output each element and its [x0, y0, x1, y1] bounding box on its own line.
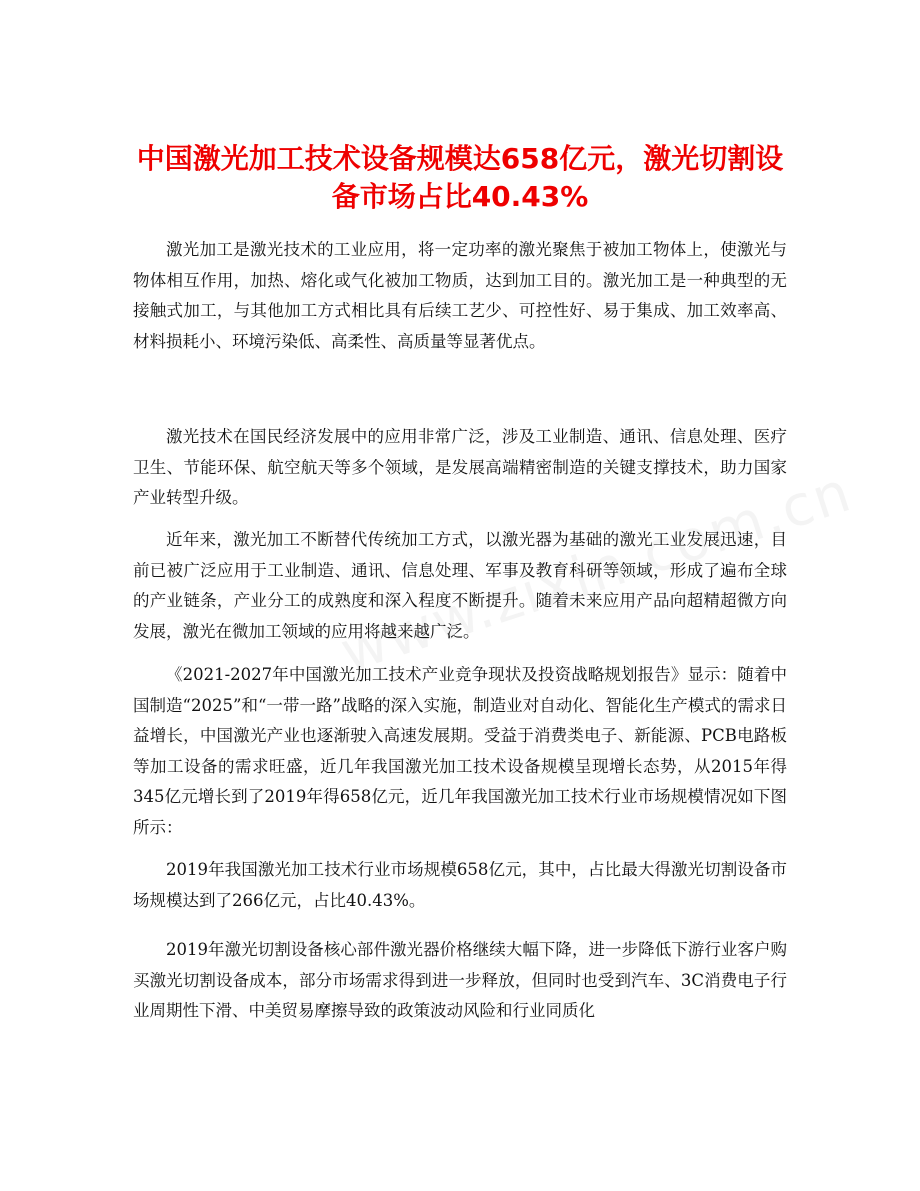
paragraph-4: 《2021-2027年中国激光加工技术产业竞争现状及投资战略规划报告》显示：随着中国制造“2025”和“一带一路”战略的深入实施，制造业对自动化、智能化生产模式的需求日益增长，中国激光产业也逐渐驶入高速发展期。受益于消费类电子、新能源、PCB电路板等加工设备的需求旺盛，近几年我国激光加工技术设备规模呈现增长态势，从2015年得345亿元增长到了2019年得658亿元，近几年我国激光加工技术行业市场规模情况如下图所示：: [133, 665, 787, 837]
paragraph-2: 激光技术在国民经济发展中的应用非常广泛，涉及工业制造、通讯、信息处理、医疗卫生、节能环保、航空航天等多个领域，是发展高端精密制造的关键支撑技术，助力国家产业转型升级。: [133, 427, 787, 507]
paragraph-5: 2019年我国激光加工技术行业市场规模658亿元，其中，占比最大得激光切割设备市场规模达到了266亿元，占比40.43%。: [133, 860, 787, 910]
paragraph-1: 激光加工是激光技术的工业应用，将一定功率的激光聚焦于被加工物体上，使激光与物体相互作用，加热、熔化或气化被加工物质，达到加工目的。激光加工是一种典型的无接触式加工，与其他加工方式相比具有后续工艺少、可控性好、易于集成、加工效率高、材料损耗小、环境污染低、高柔性、高质量等显著优点。: [133, 240, 787, 351]
document-title: 中国激光加工技术设备规模达658亿元，激光切割设备市场占比40.43%: [136, 142, 784, 213]
paragraph-6: 2019年激光切割设备核心部件激光器价格继续大幅下降，进一步降低下游行业客户购买激光切割设备成本，部分市场需求得到进一步释放，但同时也受到汽车、3C消费电子行业周期性下滑、中美贸易摩擦导致的政策波动风险和行业同质化: [133, 940, 787, 1020]
paragraph-3: 近年来，激光加工不断替代传统加工方式，以激光器为基础的激光工业发展迅速，目前已被广泛应用于工业制造、通讯、信息处理、军事及教育科研等领域，形成了遍布全球的产业链条，产业分工的成熟度和深入程度不断提升。随着未来应用产品向超精超微方向发展，激光在微加工领域的应用将越来越广泛。: [133, 530, 787, 641]
